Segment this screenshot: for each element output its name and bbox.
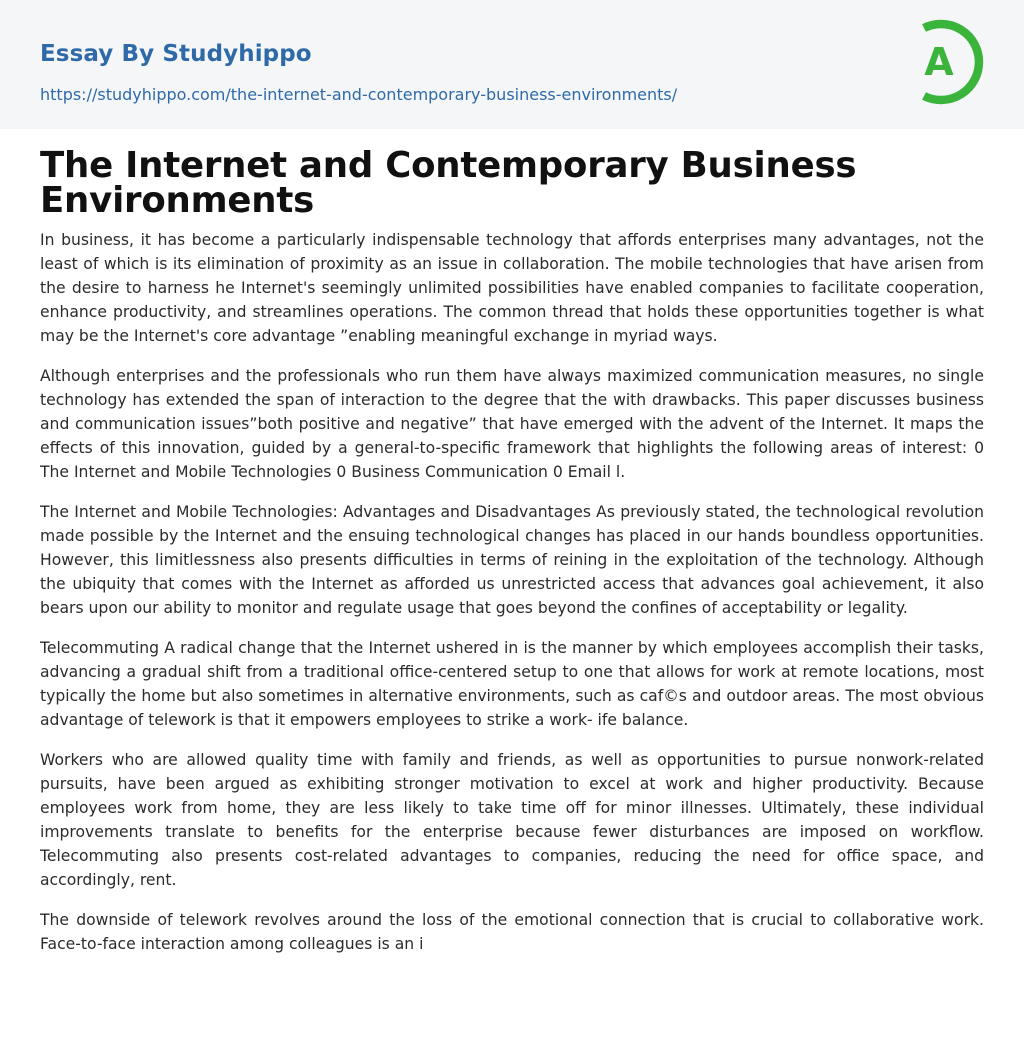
essay-url-link[interactable]: https://studyhippo.com/the-internet-and-contemporary-business-environments/ <box>40 85 678 104</box>
studyhippo-logo-icon[interactable] <box>911 18 987 106</box>
site-brand[interactable]: Essay By Studyhippo <box>40 41 312 67</box>
essay-paragraph: The Internet and Mobile Technologies: Advantages and Disadvantages As previously stated, the technological revolution made possible by the Internet and the ensuing technological changes has placed in our hands boundless opportunities. However, this limitlessness also presents difficulties in terms of reining in the exploitation of the technology. Although the ubiquity that comes with the Internet as afforded us unrestricted access that advances goal achievement, it also bears upon our ability to monitor and regulate usage that goes beyond the confines of acceptability or legality. <box>40 503 984 617</box>
logo-letter: A <box>924 40 954 84</box>
essay-paragraph: Workers who are allowed quality time with family and friends, as well as opportunities to pursue nonwork-related pursuits, have been argued as exhibiting stronger motivation to excel at work and higher productivity. Because employees work from home, they are less likely to take time off for minor illnesses. Ultimately, these individual improvements translate to benefits for the enterprise because fewer disturbances are imposed on workflow. Telecommuting also presents cost-related advantages to companies, reducing the need for office space, and accordingly, rent. <box>40 751 984 889</box>
essay-body <box>40 228 984 972</box>
site-header <box>0 0 1024 129</box>
essay-paragraph: Telecommuting A radical change that the Internet ushered in is the manner by which employees accomplish their tasks, advancing a gradual shift from a traditional office-centered setup to one that allows for work at remote locations, most typically the home but also sometimes in alternative environments, such as caf©s and outdoor areas. The most obvious advantage of telework is that it empowers employees to strike a work- ife balance. <box>40 639 984 729</box>
essay-paragraph: In business, it has become a particularly indispensable technology that affords enterprises many advantages, not the least of which is its elimination of proximity as an issue in collaboration. The mobile technologies that have arisen from the desire to harness he Internet's seemingly unlimited possibilities have enabled companies to facilitate cooperation, enhance productivity, and streamlines operations. The common thread that holds these opportunities together is what may be the Internet's core advantage ”enabling meaningful exchange in myriad ways. <box>40 231 984 345</box>
essay-paragraph: Although enterprises and the professionals who run them have always maximized communication measures, no single technology has extended the span of interaction to the degree that the with drawbacks. This paper discusses business and communication issues”both positive and negative” that have emerged with the advent of the Internet. It maps the effects of this innovation, guided by a general-to-specific framework that highlights the following areas of interest: 0 The Internet and Mobile Technologies 0 Business Communication 0 Email l. <box>40 367 984 481</box>
essay-title: The Internet and Contemporary Business Environments <box>40 145 857 221</box>
essay-paragraph: The downside of telework revolves around the loss of the emotional connection that is crucial to collaborative work. Face-to-face interaction among colleagues is an i <box>40 911 984 953</box>
